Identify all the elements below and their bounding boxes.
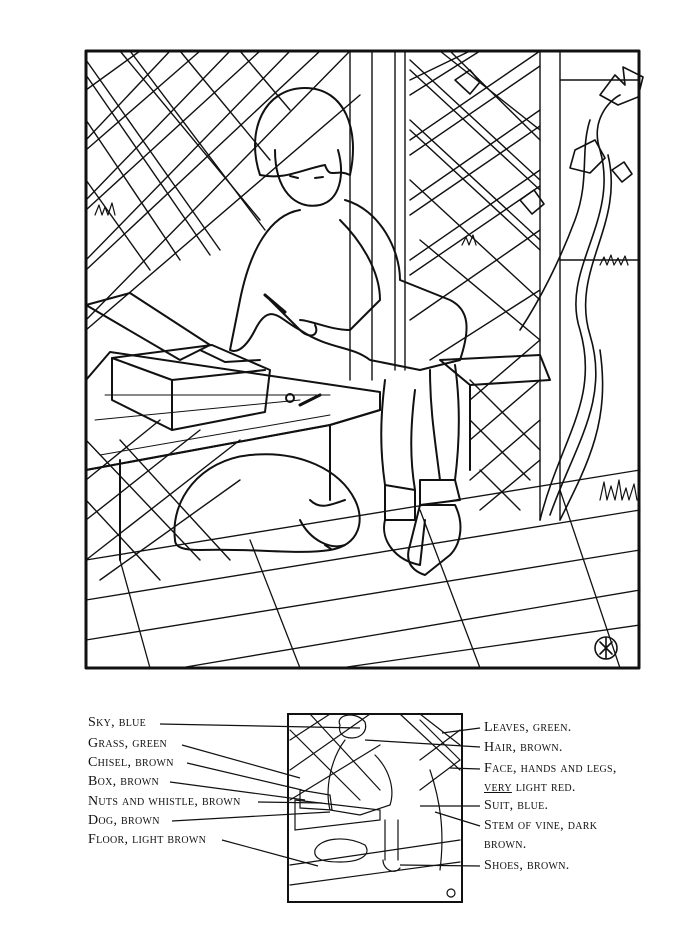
key-floor: Floor, light brown [88, 832, 207, 847]
key-suit: Suit, blue. [484, 798, 549, 813]
key-light-red: light red. [515, 780, 576, 795]
key-face-color-line [484, 781, 576, 795]
key-sky: Sky, blue [88, 715, 147, 730]
key-hair: Hair, brown. [484, 740, 563, 755]
key-grass: Grass, green [88, 736, 168, 751]
key-vine-stem-cont: brown. [484, 837, 527, 852]
key-very: very [484, 780, 512, 795]
key-shoes: Shoes, brown. [484, 858, 570, 873]
key-box: Box, brown [88, 774, 160, 789]
key-vine-stem: Stem of vine, dark [484, 818, 598, 833]
key-chisel: Chisel, brown [88, 755, 174, 770]
key-dog: Dog, brown [88, 813, 160, 828]
key-leaves: Leaves, green. [484, 720, 572, 735]
key-face-hands-legs: Face, hands and legs, [484, 761, 617, 776]
key-nuts-whistle: Nuts and whistle, brown [88, 794, 241, 809]
